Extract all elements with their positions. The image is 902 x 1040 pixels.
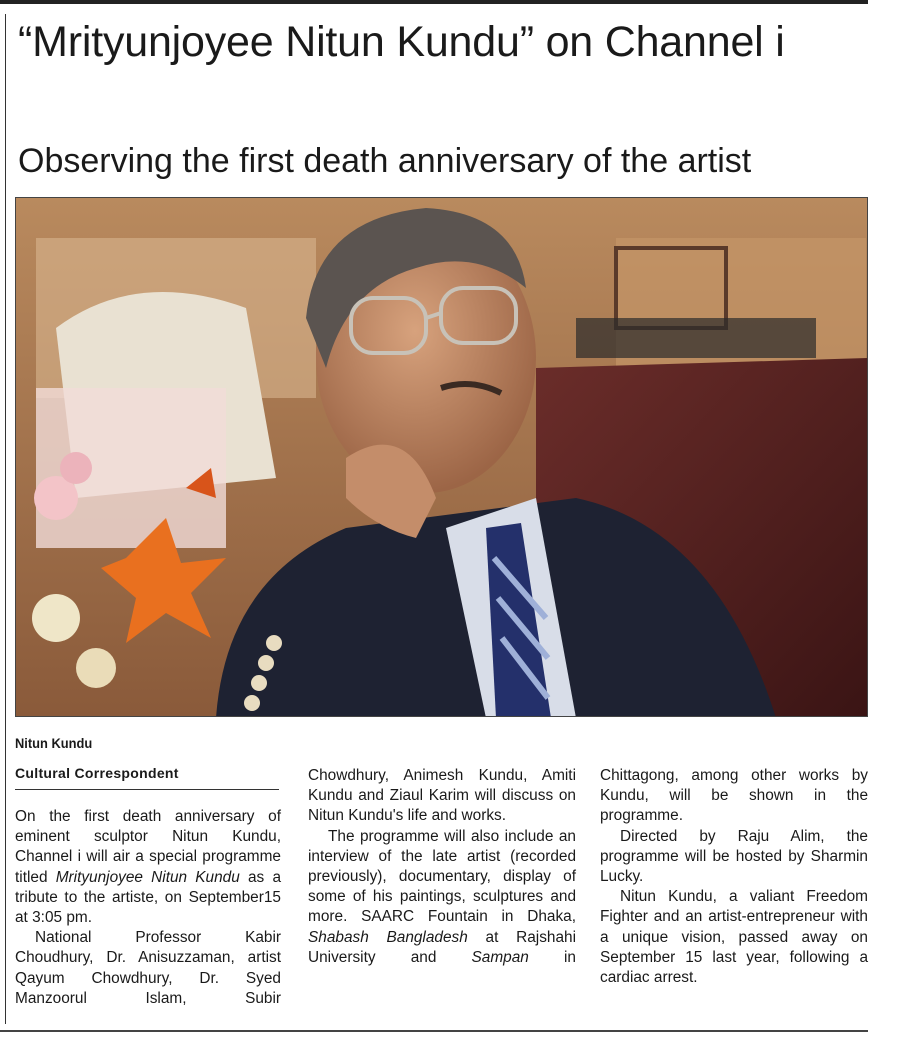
paragraph: Chowdhury, Animesh Kundu, Amiti Kundu and Ziaul Karim will discuss on Nitun Kundu's life and works. — [308, 767, 576, 825]
photo-caption: Nitun Kundu — [15, 735, 93, 751]
top-rule — [0, 0, 868, 4]
text-column-1 — [15, 807, 281, 1009]
paragraph: National Professor Kabir Choudhury, Dr. Anisuzzaman, artist Qayum Chowdhury, Dr. Syed Manzoorul Islam, Subir — [15, 929, 281, 1007]
paragraph: Directed by Raju Alim, the programme will be hosted by Sharmin Lucky. — [600, 827, 868, 886]
portrait-illustration — [16, 198, 868, 717]
programme-title: Mrityunjoyee Nitun Kundu — [55, 868, 240, 886]
left-column-rule — [5, 14, 6, 1024]
artwork-title: Sampan — [471, 948, 529, 966]
paragraph-text: in — [528, 948, 576, 966]
artwork-title: Shabash Bangladesh — [308, 928, 468, 946]
text-column-3 — [600, 766, 868, 988]
headline: “Mrityunjoyee Nitun Kundu” on Channel i — [18, 18, 785, 66]
byline-rule — [15, 789, 279, 790]
paragraph: Chittagong, among other works by Kundu, will be shown in the programme. — [600, 767, 868, 825]
paragraph-text: The programme will also include an interview of the late artist (recorded previously), documentary, display of some of his paintings, sculptures and more. SAARC Fountain in Dhaka, — [308, 827, 576, 926]
article-photo — [15, 197, 868, 717]
paragraph — [308, 827, 576, 968]
bottom-rule — [0, 1030, 868, 1032]
byline: Cultural Correspondent — [15, 765, 179, 781]
paragraph-text: On the first death anniversary of eminent sculptor Nitun Kundu, Channel i will air a special programme titled — [15, 808, 281, 886]
subheadline: Observing the first death anniversary of the artist — [18, 142, 752, 180]
paragraph — [15, 807, 281, 928]
paragraph: Nitun Kundu, a valiant Freedom Fighter and an artist-entrepreneur with a unique vision, passed away on September 15 last year, following a cardiac arrest. — [600, 888, 868, 987]
paragraph-text: at Rajshahi University and — [308, 928, 576, 966]
paragraph-text: as a tribute to the artiste, on September15 at 3:05 pm. — [15, 868, 282, 927]
text-column-2 — [308, 766, 576, 968]
